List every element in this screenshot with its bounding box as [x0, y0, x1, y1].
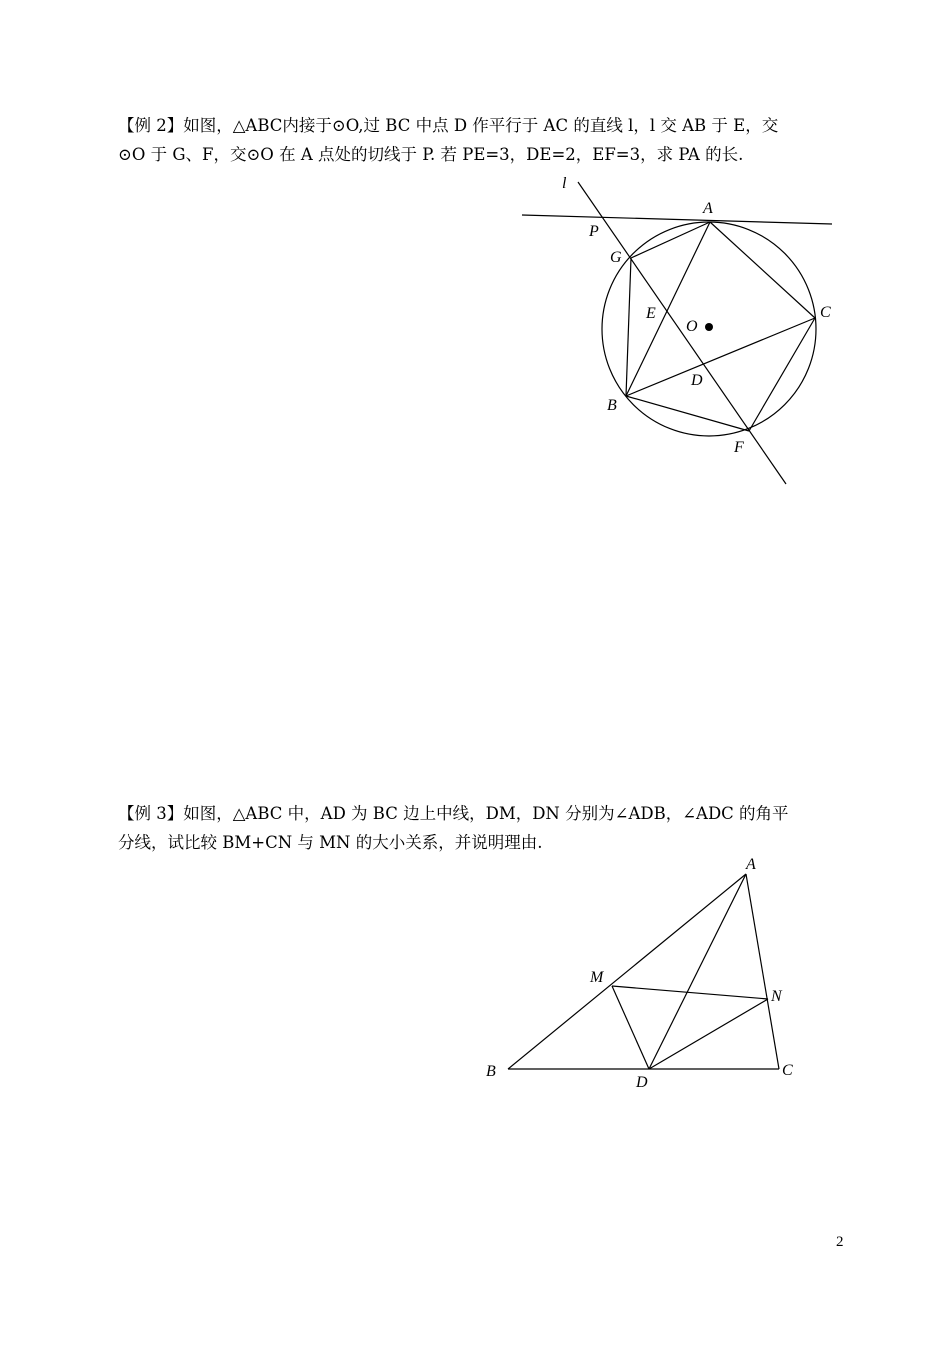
segment-ba [508, 874, 746, 1069]
segment-ag [631, 222, 710, 258]
example2-question [118, 111, 838, 169]
example3-triangle-figure [480, 850, 805, 1095]
label-n: N [771, 988, 782, 1005]
label-m: M [590, 969, 604, 986]
label-g: G [610, 249, 622, 266]
segment-fc [749, 318, 815, 431]
segment-mn [612, 986, 768, 999]
label-b: B [607, 397, 617, 414]
segment-bf [626, 396, 749, 431]
segment-ad [649, 874, 746, 1069]
label-b: B [486, 1063, 496, 1080]
example3-line1: 【例 3】如图，△ABC 中，AD 为 BC 边上中线，DM，DN 分别为∠ADB，∠ADC 的角平 [118, 804, 789, 823]
example2-line1: 【例 2】如图，△ABC内接于⊙O,过 BC 中点 D 作平行于 AC 的直线 l，l 交 AB 于 E，交 [118, 116, 779, 135]
segment-bc [626, 318, 815, 396]
label-c: C [782, 1062, 793, 1079]
center-point-o [705, 323, 713, 331]
label-a: A [703, 200, 713, 217]
label-d: D [691, 372, 703, 389]
label-o: O [686, 318, 698, 335]
tangent-line-pa [522, 215, 832, 224]
line-l [578, 182, 786, 484]
example3-line2: 分线，试比较 BM+CN 与 MN 的大小关系，并说明理由. [118, 833, 543, 852]
label-f: F [734, 439, 744, 456]
example3-question [118, 799, 838, 857]
label-e: E [646, 305, 656, 322]
example2-circle-figure [515, 168, 845, 490]
label-l: l [562, 175, 567, 192]
segment-dm [612, 986, 649, 1069]
label-a: A [746, 856, 756, 873]
page-number: 2 [836, 1234, 844, 1250]
segment-gb [626, 258, 631, 396]
label-c: C [820, 304, 831, 321]
label-d: D [636, 1074, 648, 1091]
example2-line2: ⊙O 于 G、F，交⊙O 在 A 点处的切线于 P. 若 PE=3，DE=2，EF=3，求 PA 的长. [118, 145, 744, 164]
label-p: P [589, 223, 599, 240]
segment-ac [746, 874, 779, 1069]
